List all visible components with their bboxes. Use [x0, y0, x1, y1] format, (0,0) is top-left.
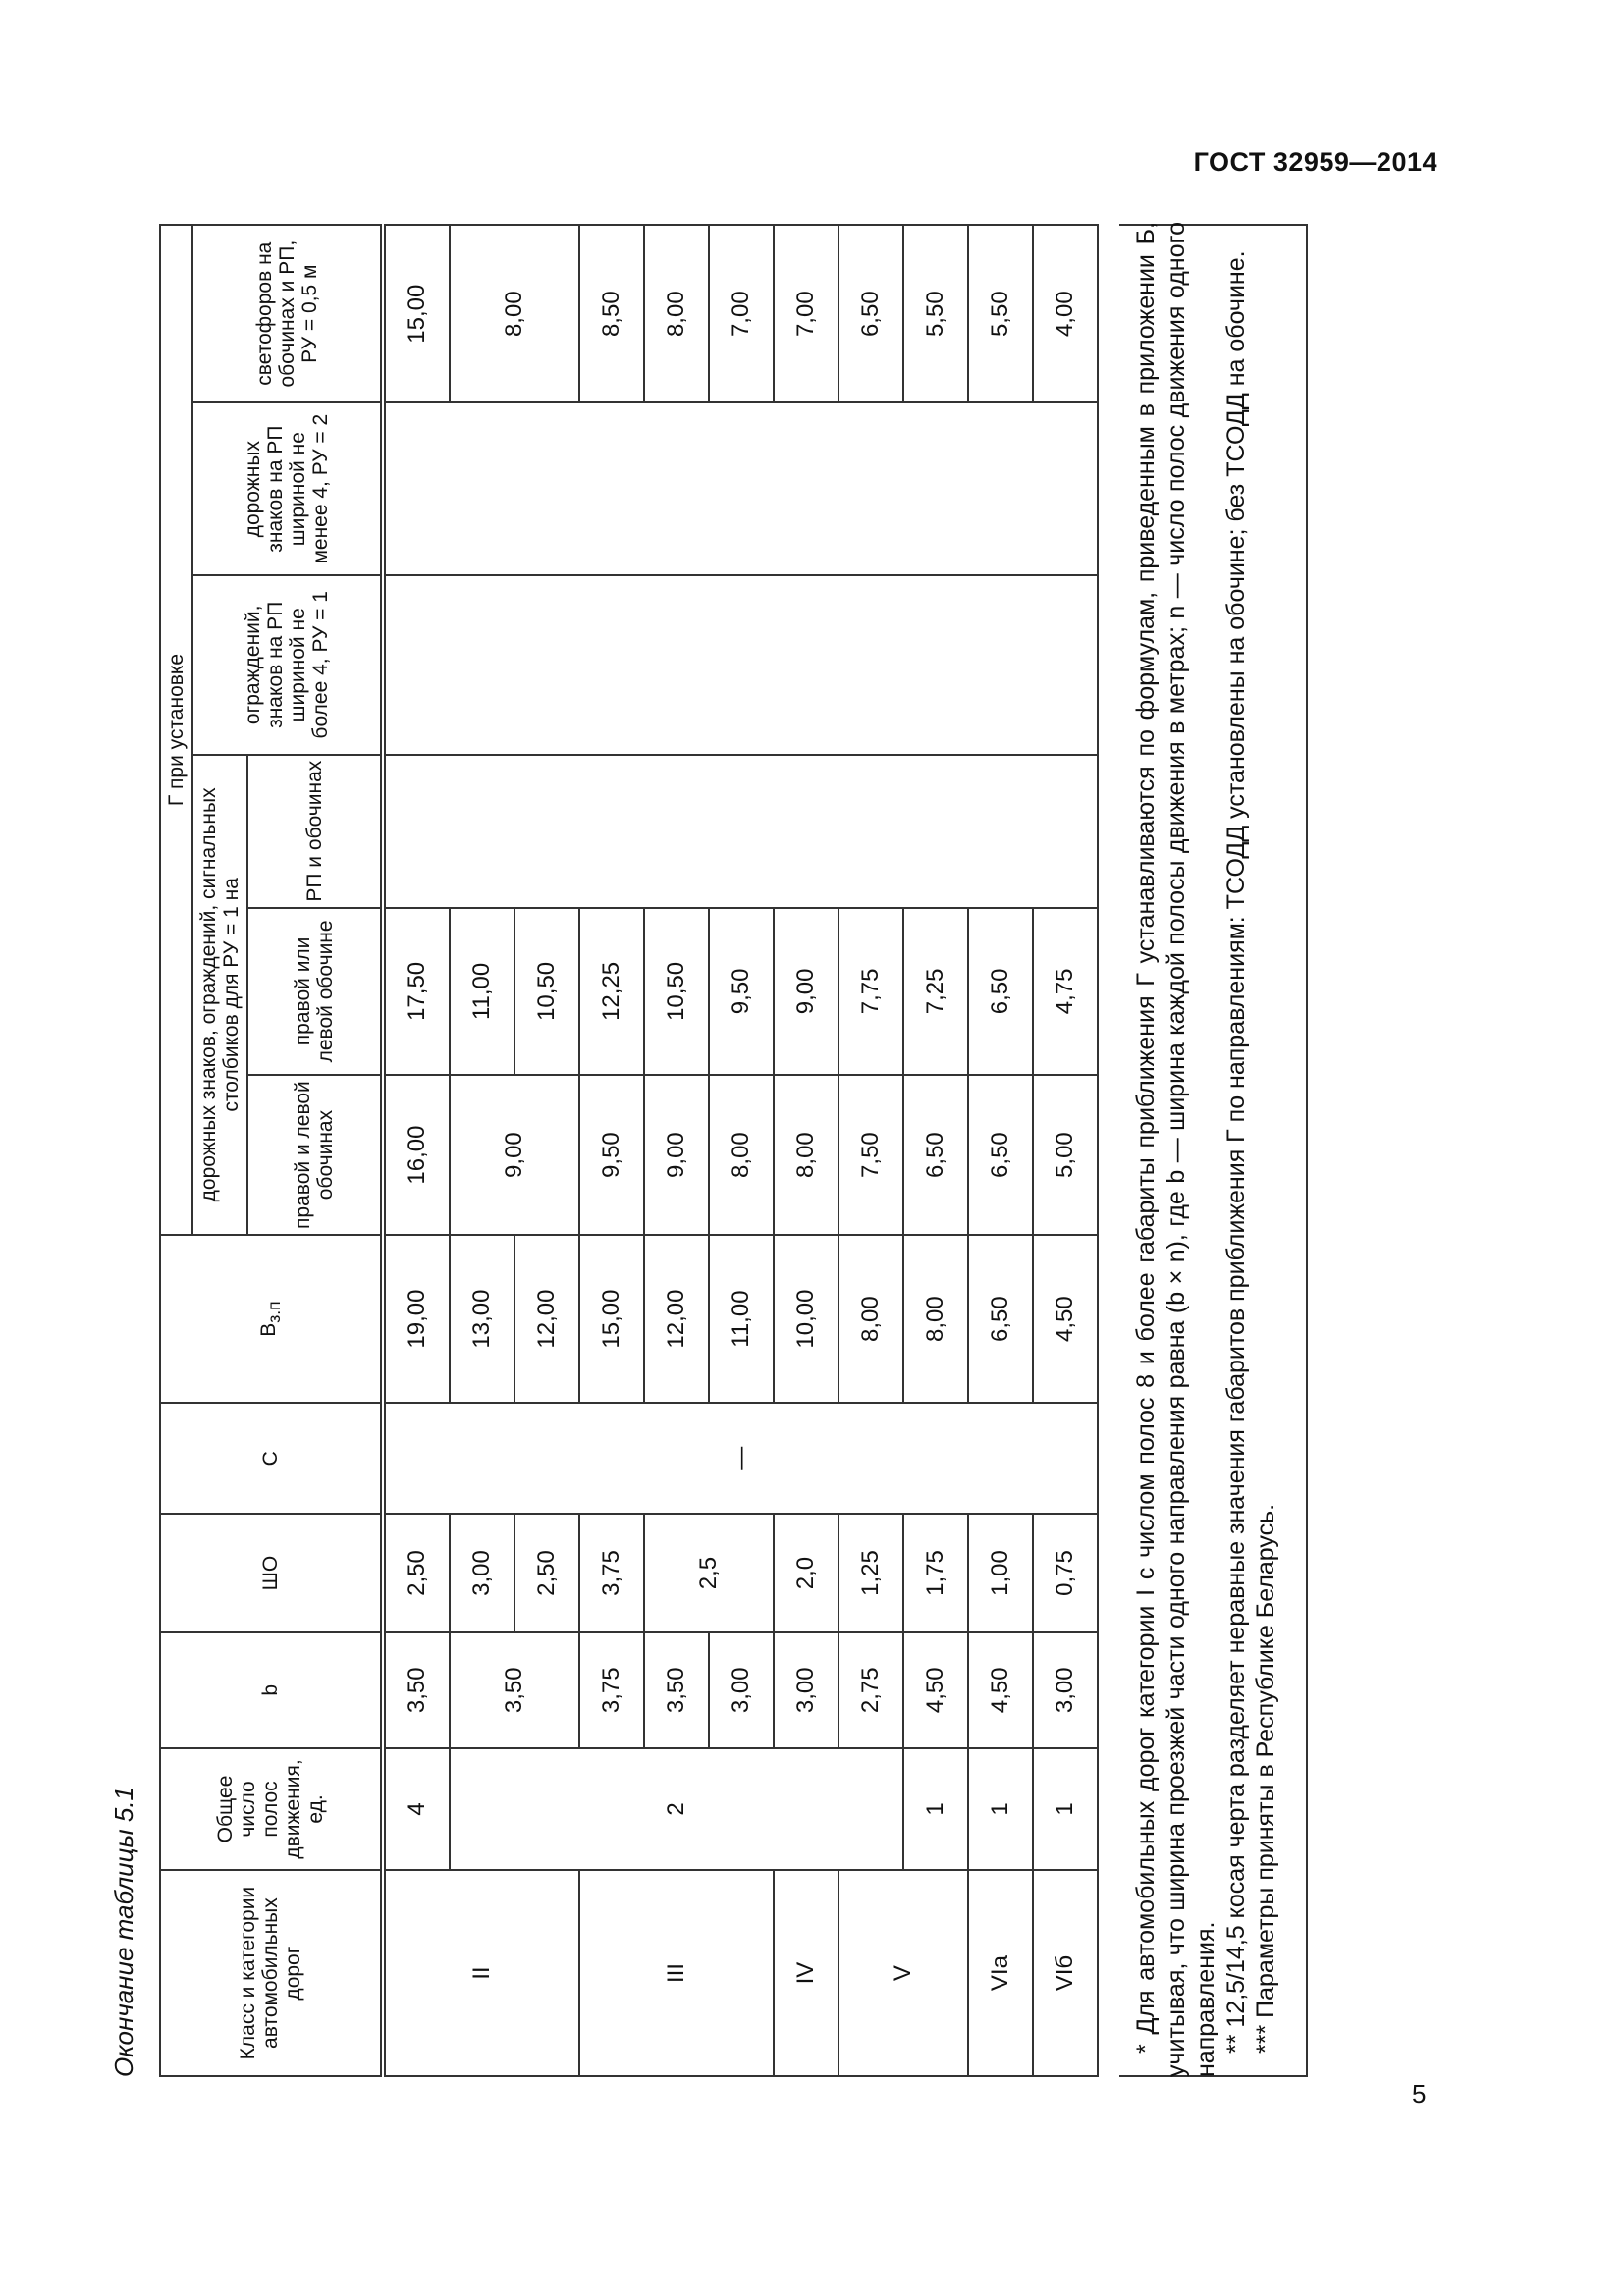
- cell-lights: 8,50: [579, 225, 644, 402]
- cell-right-left: 8,00: [774, 1075, 839, 1235]
- note-3: *** Параметры приняты в Республике Беларусь.: [1252, 1503, 1279, 2054]
- col-header-lights: светофоров на обочинах и РП, РУ = 0,5 м: [192, 225, 383, 402]
- cell-right-or-left: 10,50: [644, 908, 709, 1075]
- cell-class: II: [383, 1870, 579, 2076]
- cell-right-or-left: 12,25: [579, 908, 644, 1075]
- cell-right-left: 8,00: [709, 1075, 774, 1235]
- cell-bzp: 11,00: [709, 1235, 774, 1403]
- cell-bzp: 6,50: [968, 1235, 1033, 1403]
- bzp-main: В: [256, 1322, 280, 1337]
- cell-b: 3,50: [450, 1632, 579, 1748]
- col-header-sho: ШО: [160, 1514, 383, 1631]
- rotated-page-content: [0, 224, 1306, 2099]
- cell-bzp: 15,00: [579, 1235, 644, 1403]
- bzp-sub: з.п: [264, 1301, 285, 1323]
- cell-sho: 2,0: [774, 1514, 839, 1631]
- cell-right-left: 7,50: [839, 1075, 903, 1235]
- cell-b: 3,00: [1033, 1632, 1098, 1748]
- group-header-g: Г при установке: [160, 225, 192, 1235]
- cell-class: III: [579, 1870, 774, 2076]
- cell-class: VIa: [968, 1870, 1033, 2076]
- cell-right-left: 6,50: [968, 1075, 1033, 1235]
- table-row: [383, 225, 450, 2076]
- cell-lights: 5,50: [903, 225, 968, 402]
- cell-sho: 0,75: [1033, 1514, 1098, 1631]
- cell-lights: 8,00: [450, 225, 579, 402]
- cell-right-or-left: 9,00: [774, 908, 839, 1075]
- col-header-bzp: [160, 1235, 383, 1403]
- group-header-signs: дорожных знаков, ограждений, сигнальных столбиков для РУ = 1 на: [192, 755, 247, 1235]
- col-header-b: b: [160, 1632, 383, 1748]
- col-header-lanes: Общее число полос движения, ед.: [160, 1748, 383, 1870]
- cell-bzp: 19,00: [383, 1235, 450, 1403]
- cell-c-dash: —: [383, 1403, 1098, 1514]
- cell-lights: 8,00: [644, 225, 709, 402]
- page-number: 5: [1412, 2079, 1427, 2109]
- cell-rp-and-empty: [383, 755, 1098, 908]
- cell-fence-rp-empty: [383, 575, 1098, 755]
- cell-b: 2,75: [839, 1632, 903, 1748]
- cell-bzp: 4,50: [1033, 1235, 1098, 1403]
- cell-right-or-left: 17,50: [383, 908, 450, 1075]
- cell-right-or-left: 7,25: [903, 908, 968, 1075]
- cell-lanes: 1: [968, 1748, 1033, 1870]
- col-header-fence-rp: ограждений, знаков на РП шириной не более 4, РУ = 1: [192, 575, 383, 755]
- cell-lights: 4,00: [1033, 225, 1098, 402]
- cell-sho: 1,75: [903, 1514, 968, 1631]
- col-header-c: С: [160, 1403, 383, 1514]
- cell-b: 3,50: [383, 1632, 450, 1748]
- cell-right-or-left: 11,00: [450, 908, 514, 1075]
- cell-right-or-left: 7,75: [839, 908, 903, 1075]
- cell-b: 3,75: [579, 1632, 644, 1748]
- cell-sho: 1,00: [968, 1514, 1033, 1631]
- cell-lanes: 4: [383, 1748, 450, 1870]
- col-header-right-left: правой и левой обочинах: [247, 1075, 383, 1235]
- col-header-rp-and: РП и обочинах: [247, 755, 383, 908]
- cell-bzp: 12,00: [644, 1235, 709, 1403]
- cell-class: V: [839, 1870, 968, 2076]
- cell-lanes: 2: [450, 1748, 903, 1870]
- cell-sho: 3,00: [450, 1514, 514, 1631]
- cell-lanes: 1: [1033, 1748, 1098, 1870]
- cell-right-or-left: 6,50: [968, 908, 1033, 1075]
- table-caption: Окончание таблицы 5.1: [109, 1786, 138, 2077]
- cell-bzp: 8,00: [903, 1235, 968, 1403]
- cell-sho: 3,75: [579, 1514, 644, 1631]
- cell-right-or-left: 4,75: [1033, 908, 1098, 1075]
- cell-right-left: 9,50: [579, 1075, 644, 1235]
- cell-class: VIб: [1033, 1870, 1098, 2076]
- cell-right-left: 9,00: [644, 1075, 709, 1235]
- col-header-class: Класс и категории автомобильных дорог: [160, 1870, 383, 2076]
- document-code: ГОСТ 32959—2014: [1193, 147, 1437, 177]
- cell-sho: 1,25: [839, 1514, 903, 1631]
- cell-bzp: 12,00: [514, 1235, 579, 1403]
- cell-right-left: 6,50: [903, 1075, 968, 1235]
- cell-bzp: 8,00: [839, 1235, 903, 1403]
- cell-signs-rp-empty: [383, 402, 1098, 575]
- cell-sho: 2,50: [383, 1514, 450, 1631]
- cell-lights: 7,00: [774, 225, 839, 402]
- cell-right-left: 16,00: [383, 1075, 450, 1235]
- gauge-table: [159, 224, 1099, 2077]
- cell-right-left: 5,00: [1033, 1075, 1098, 1235]
- cell-sho: 2,5: [644, 1514, 774, 1631]
- cell-lights: 5,50: [968, 225, 1033, 402]
- cell-lights: 6,50: [839, 225, 903, 402]
- cell-b: 4,50: [903, 1632, 968, 1748]
- cell-right-left: 9,00: [450, 1075, 579, 1235]
- note-2: ** 12,5/14,5 косая черта разделяет неравные значения габаритов приближения Г по направлениям: ТСОДД установлены на обочине; без ТСОДД на обочине.: [1221, 250, 1250, 2054]
- cell-b: 3,00: [774, 1632, 839, 1748]
- cell-right-or-left: 9,50: [709, 908, 774, 1075]
- table-notes: [1131, 222, 1281, 2077]
- col-header-signs-rp: дорожных знаков на РП шириной не менее 4, РУ = 2: [192, 402, 383, 575]
- cell-right-or-left: 10,50: [514, 908, 579, 1075]
- cell-lights: 7,00: [709, 225, 774, 402]
- cell-bzp: 13,00: [450, 1235, 514, 1403]
- cell-sho: 2,50: [514, 1514, 579, 1631]
- cell-lights: 15,00: [383, 225, 450, 402]
- cell-class: IV: [774, 1870, 839, 2076]
- col-header-right-or-left: правой или левой обочине: [247, 908, 383, 1075]
- cell-b: 3,00: [709, 1632, 774, 1748]
- cell-b: 4,50: [968, 1632, 1033, 1748]
- cell-lanes: 1: [903, 1748, 968, 1870]
- note-1: * Для автомобильных дорог категории I с числом полос 8 и более габариты приближения Г устанавливаются по формулам, приведенным в приложении Б, учитывая, что ширина проезжей части одного направления равна (b × n), где b — ширина каждой полосы движения в метрах; n — число полос движения одного направления.: [1132, 222, 1219, 2077]
- cell-b: 3,50: [644, 1632, 709, 1748]
- cell-bzp: 10,00: [774, 1235, 839, 1403]
